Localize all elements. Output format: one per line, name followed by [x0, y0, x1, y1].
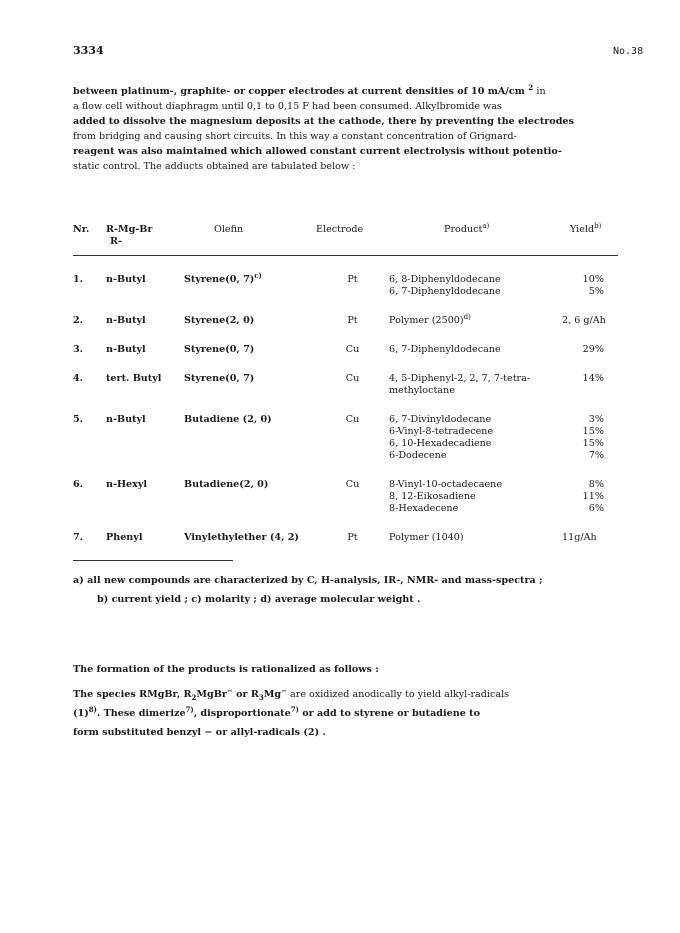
- table-header-rule: [73, 255, 618, 256]
- row-olefin: Styrene(2, 0): [184, 315, 255, 326]
- row-r-group: n-Butyl: [106, 315, 146, 326]
- row-yields: [562, 256, 618, 315]
- row-number: 5.: [73, 414, 84, 425]
- row-products: [389, 373, 562, 414]
- yield-value: 11g/Ah: [562, 532, 597, 543]
- table-row: [73, 344, 618, 373]
- row-yields: [562, 344, 618, 373]
- row-olefin: Butadiene (2, 0): [184, 414, 272, 425]
- row-number: 6.: [73, 479, 84, 490]
- product-name: 6, 7-Diphenyldodecane: [389, 286, 501, 297]
- row-number: 1.: [73, 274, 84, 285]
- product-name: 6-Vinyl-8-tetradecene: [389, 426, 494, 437]
- row-r-group: tert. Butyl: [106, 373, 162, 384]
- intro-line-2: a flow cell without diaphragm until 0,1 to 0,15 F had been consumed. Alkylbromide was: [73, 101, 502, 112]
- row-products: [389, 312, 562, 344]
- row-number: 3.: [73, 344, 84, 355]
- row-olefin: Butadiene(2, 0): [184, 479, 269, 490]
- product-name: 6, 7-Divinyldodecane: [389, 414, 492, 425]
- yield-value: 11%: [582, 491, 604, 502]
- table-header-row: [73, 224, 618, 256]
- row-yields: [562, 315, 618, 344]
- table-row: [73, 256, 618, 315]
- footnote-line-1: a) all new compounds are characterized by C, H-analysis, IR-, NMR- and mass-spectra ;: [73, 575, 543, 586]
- header-olefin: Olefin: [214, 224, 244, 235]
- product-name: 8-Vinyl-10-octadecaene: [389, 479, 503, 490]
- header-product: Product$^{a)}$: [444, 221, 490, 235]
- yield-value: 14%: [582, 373, 604, 384]
- intro-line-5: reagent was also maintained which allowed constant current electrolysis without potentio-: [73, 146, 562, 157]
- product-name: 6, 7-Diphenyldodecane: [389, 344, 501, 355]
- row-r-group: Phenyl: [106, 532, 143, 543]
- footnote-line-2: b) current yield ; c) molarity ; d) average molecular weight .: [97, 594, 421, 605]
- closing-line-4: form substituted benzyl − or allyl-radicals (2) .: [73, 727, 326, 738]
- row-r-group: n-Butyl: [106, 414, 146, 425]
- results-table: [73, 221, 618, 561]
- intro-line-3: added to dissolve the magnesium deposits at the cathode, there by preventing the electrodes: [73, 116, 574, 127]
- yield-value: 5%: [588, 286, 604, 297]
- header-nr: Nr.: [73, 224, 90, 235]
- product-name: 6, 10-Hexadecadiene: [389, 438, 492, 449]
- yield-value: 7%: [588, 450, 604, 461]
- product-name: Polymer $(2500)^{d)}$: [389, 312, 471, 326]
- row-olefin: Styrene(0, 7)$^{c)}$: [184, 270, 262, 285]
- row-products: [389, 344, 562, 373]
- row-products: [389, 414, 562, 479]
- footnote-divider: [73, 560, 233, 561]
- row-electrode: Cu: [345, 373, 360, 384]
- row-number: 4.: [73, 373, 84, 384]
- product-name: 6, 8-Diphenyldodecane: [389, 274, 501, 285]
- row-electrode: Cu: [345, 344, 360, 355]
- table-row: [73, 479, 618, 532]
- row-olefin: Styrene(0, 7): [184, 373, 255, 384]
- table-row: [73, 532, 618, 561]
- row-products: [389, 256, 562, 315]
- intro-line-6: static control. The adducts obtained are tabulated below :: [73, 161, 356, 172]
- product-name: 8, 12-Eikosadiene: [389, 491, 476, 502]
- row-electrode: Pt: [347, 315, 358, 326]
- product-name: 6-Dodecene: [389, 450, 447, 461]
- table-row: [73, 373, 618, 414]
- yield-value: 6%: [588, 503, 604, 514]
- row-r-group: n-Butyl: [106, 344, 146, 355]
- issue-number: No.38: [613, 46, 644, 57]
- yield-value: 10%: [582, 274, 604, 285]
- intro-line-4: from bridging and causing short circuits. In this way a constant concentration of Grignard-: [73, 131, 517, 142]
- row-electrode: Pt: [347, 532, 358, 543]
- closing-line-1: The formation of the products is rationalized as follows :: [73, 664, 379, 675]
- row-products: [389, 479, 562, 532]
- row-number: 7.: [73, 532, 84, 543]
- row-yields: [562, 532, 618, 561]
- yield-value: 15%: [582, 438, 604, 449]
- intro-line-1: between platinum-, graphite- or copper electrodes at current densities of 10 mA/cm $^2$ in: [73, 82, 546, 97]
- page-number: 3334: [73, 44, 104, 57]
- yield-value: 29%: [582, 344, 604, 355]
- yield-value: 2, 6 g/Ah: [562, 315, 606, 326]
- product-name: Polymer (1040): [389, 532, 464, 543]
- row-products: [389, 532, 562, 561]
- row-yields: [562, 479, 618, 532]
- header-electrode: Electrode: [316, 224, 364, 235]
- header-r-mg-br: R-Mg-Br R-: [106, 224, 153, 247]
- row-yields: [562, 373, 618, 414]
- row-olefin: Styrene(0, 7): [184, 344, 255, 355]
- row-electrode: Cu: [345, 479, 360, 490]
- closing-line-3: $(1)^{8)}$. These dimerize$^{7)}$, disproportionate$^{7)}$ or add to styrene or butadiene to: [73, 704, 480, 719]
- intro-paragraph: [73, 84, 618, 174]
- product-name: methyloctane: [389, 385, 455, 396]
- header-yield: Yield$^{b)}$: [570, 221, 602, 235]
- yield-value: 15%: [582, 426, 604, 437]
- yield-value: 8%: [588, 479, 604, 490]
- row-electrode: Pt: [347, 274, 358, 285]
- row-number: 2.: [73, 315, 84, 326]
- closing-line-2: The species RMgBr, $R_2MgBr^-$ or $R_3Mg^-$ are oxidized anodically to yield alkyl-radicals: [73, 685, 510, 702]
- row-r-group: n-Hexyl: [106, 479, 148, 490]
- table-row: [73, 315, 618, 344]
- product-name: 4, 5-Diphenyl-2, 2, 7, 7-tetra-: [389, 373, 531, 384]
- table-row: [73, 414, 618, 479]
- row-olefin: Vinylethylether (4, 2): [184, 532, 299, 543]
- yield-value: 3%: [588, 414, 604, 425]
- row-electrode: Cu: [345, 414, 360, 425]
- row-yields: [562, 414, 618, 479]
- product-name: 8-Hexadecene: [389, 503, 459, 514]
- row-r-group: n-Butyl: [106, 274, 146, 285]
